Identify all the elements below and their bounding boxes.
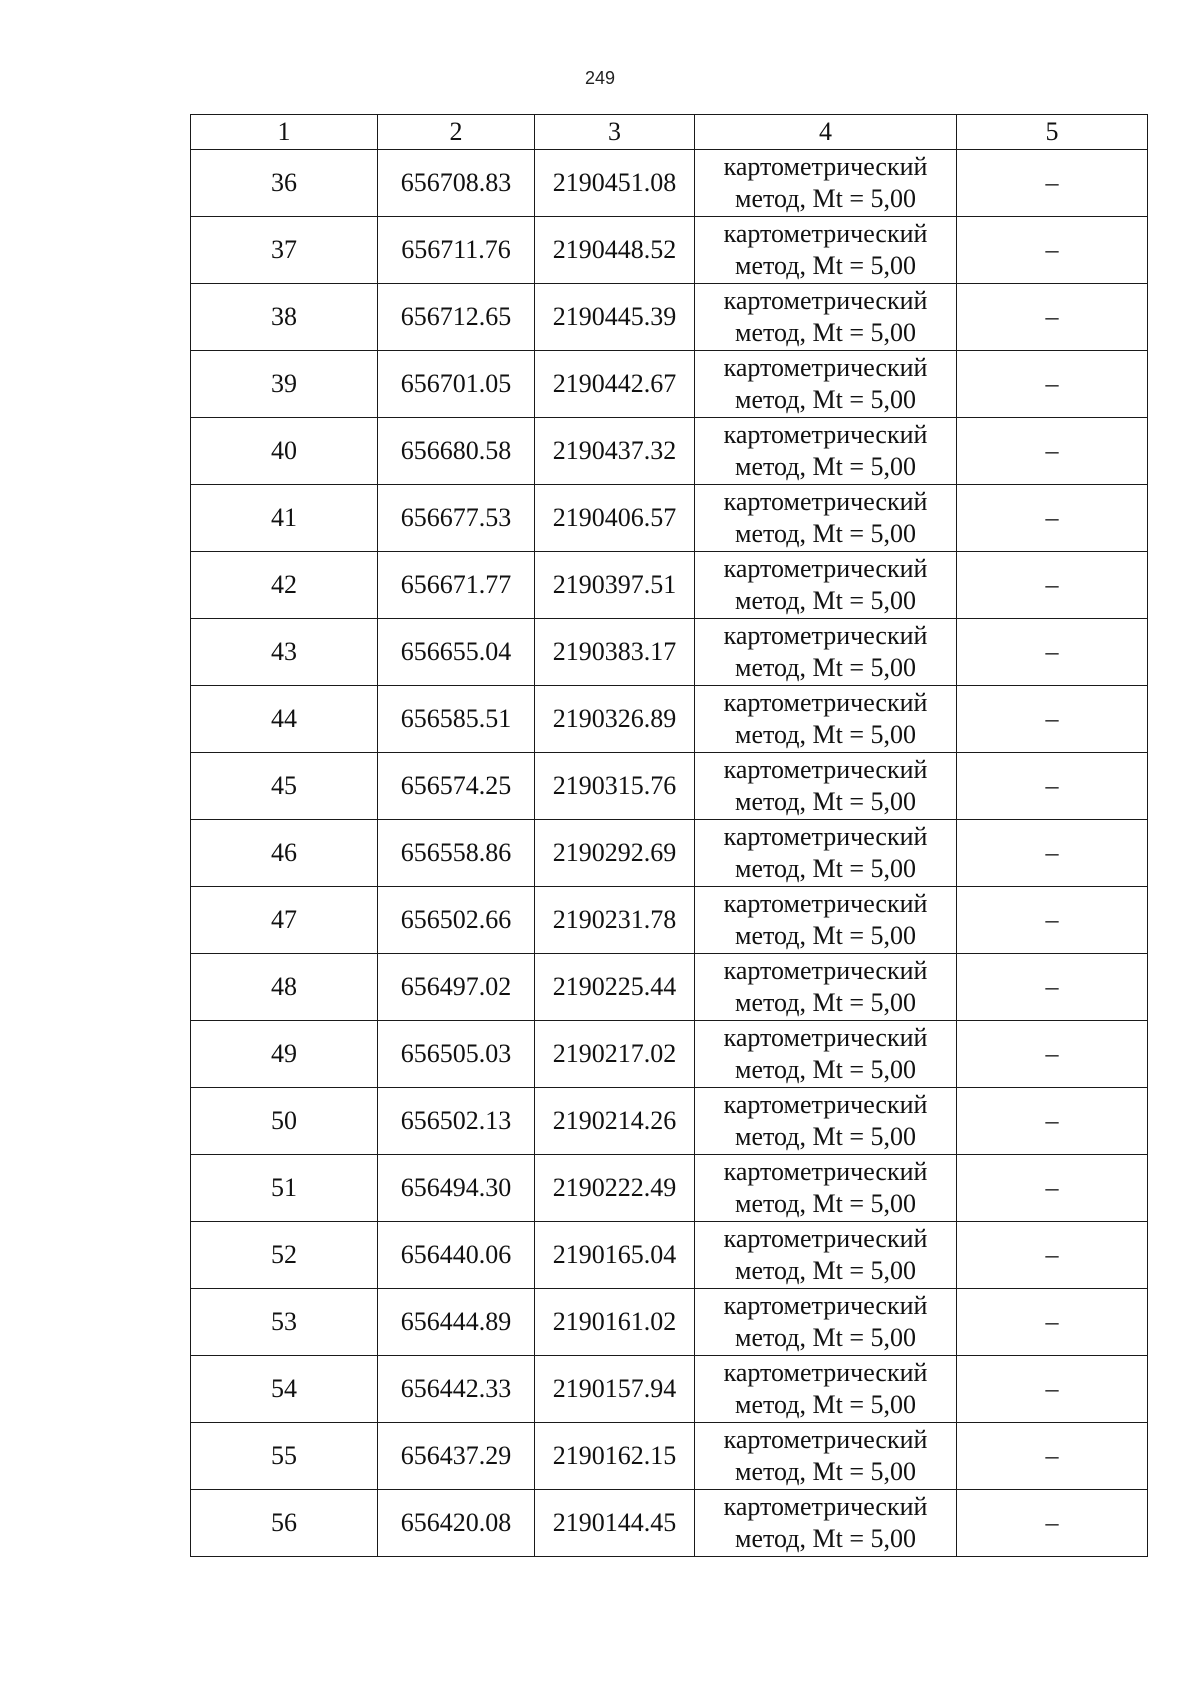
y-coordinate-cell: 2190157.94 bbox=[535, 1356, 695, 1423]
table-row bbox=[191, 217, 1148, 284]
method-line-2: метод, Mt = 5,00 bbox=[735, 452, 916, 481]
note-cell: – bbox=[957, 820, 1148, 887]
y-coordinate-cell: 2190144.45 bbox=[535, 1490, 695, 1557]
y-coordinate-cell: 2190326.89 bbox=[535, 686, 695, 753]
table-row bbox=[191, 1490, 1148, 1557]
point-number-cell: 45 bbox=[191, 753, 378, 820]
x-coordinate-cell: 656677.53 bbox=[378, 485, 535, 552]
x-coordinate-cell: 656585.51 bbox=[378, 686, 535, 753]
table-row bbox=[191, 150, 1148, 217]
method-line-2: метод, Mt = 5,00 bbox=[735, 988, 916, 1017]
y-coordinate-cell: 2190448.52 bbox=[535, 217, 695, 284]
point-number-cell: 49 bbox=[191, 1021, 378, 1088]
y-coordinate-cell: 2190165.04 bbox=[535, 1222, 695, 1289]
method-line-2: метод, Mt = 5,00 bbox=[735, 653, 916, 682]
method-line-2: метод, Mt = 5,00 bbox=[735, 720, 916, 749]
method-line-1: картометрический bbox=[723, 889, 928, 918]
method-line-2: метод, Mt = 5,00 bbox=[735, 1122, 916, 1151]
method-line-2: метод, Mt = 5,00 bbox=[735, 1390, 916, 1419]
x-coordinate-cell: 656497.02 bbox=[378, 954, 535, 1021]
method-line-2: метод, Mt = 5,00 bbox=[735, 385, 916, 414]
point-number-cell: 52 bbox=[191, 1222, 378, 1289]
note-cell: – bbox=[957, 217, 1148, 284]
point-number-cell: 56 bbox=[191, 1490, 378, 1557]
method-cell bbox=[695, 887, 957, 954]
note-cell: – bbox=[957, 418, 1148, 485]
table-row bbox=[191, 1356, 1148, 1423]
coordinates-table bbox=[190, 114, 1148, 1557]
method-cell bbox=[695, 686, 957, 753]
x-coordinate-cell: 656701.05 bbox=[378, 351, 535, 418]
point-number-cell: 53 bbox=[191, 1289, 378, 1356]
note-cell: – bbox=[957, 351, 1148, 418]
method-line-1: картометрический bbox=[723, 1425, 928, 1454]
y-coordinate-cell: 2190445.39 bbox=[535, 284, 695, 351]
note-cell: – bbox=[957, 1423, 1148, 1490]
method-line-1: картометрический bbox=[723, 1492, 928, 1521]
method-line-2: метод, Mt = 5,00 bbox=[735, 586, 916, 615]
point-number-cell: 50 bbox=[191, 1088, 378, 1155]
table-row bbox=[191, 1021, 1148, 1088]
method-line-2: метод, Mt = 5,00 bbox=[735, 1055, 916, 1084]
method-line-2: метод, Mt = 5,00 bbox=[735, 921, 916, 950]
method-line-2: метод, Mt = 5,00 bbox=[735, 519, 916, 548]
method-cell bbox=[695, 1490, 957, 1557]
x-coordinate-cell: 656444.89 bbox=[378, 1289, 535, 1356]
y-coordinate-cell: 2190315.76 bbox=[535, 753, 695, 820]
method-cell bbox=[695, 1155, 957, 1222]
table-row bbox=[191, 552, 1148, 619]
method-line-2: метод, Mt = 5,00 bbox=[735, 854, 916, 883]
y-coordinate-cell: 2190437.32 bbox=[535, 418, 695, 485]
method-line-1: картометрический bbox=[723, 1157, 928, 1186]
method-cell bbox=[695, 820, 957, 887]
table-row bbox=[191, 1289, 1148, 1356]
y-coordinate-cell: 2190406.57 bbox=[535, 485, 695, 552]
note-cell: – bbox=[957, 887, 1148, 954]
note-cell: – bbox=[957, 753, 1148, 820]
table-row bbox=[191, 418, 1148, 485]
note-cell: – bbox=[957, 485, 1148, 552]
note-cell: – bbox=[957, 954, 1148, 1021]
point-number-cell: 44 bbox=[191, 686, 378, 753]
point-number-cell: 43 bbox=[191, 619, 378, 686]
note-cell: – bbox=[957, 552, 1148, 619]
method-cell bbox=[695, 351, 957, 418]
note-cell: – bbox=[957, 1289, 1148, 1356]
y-coordinate-cell: 2190292.69 bbox=[535, 820, 695, 887]
method-line-2: метод, Mt = 5,00 bbox=[735, 1524, 916, 1553]
y-coordinate-cell: 2190214.26 bbox=[535, 1088, 695, 1155]
x-coordinate-cell: 656655.04 bbox=[378, 619, 535, 686]
point-number-cell: 42 bbox=[191, 552, 378, 619]
point-number-cell: 41 bbox=[191, 485, 378, 552]
x-coordinate-cell: 656712.65 bbox=[378, 284, 535, 351]
method-cell bbox=[695, 1021, 957, 1088]
header-col-4: 4 bbox=[695, 115, 957, 150]
table-header bbox=[191, 115, 1148, 150]
point-number-cell: 40 bbox=[191, 418, 378, 485]
method-line-2: метод, Mt = 5,00 bbox=[735, 251, 916, 280]
method-line-1: картометрический bbox=[723, 420, 928, 449]
method-line-2: метод, Mt = 5,00 bbox=[735, 1189, 916, 1218]
method-line-1: картометрический bbox=[723, 1291, 928, 1320]
method-line-1: картометрический bbox=[723, 1224, 928, 1253]
method-line-1: картометрический bbox=[723, 688, 928, 717]
table-row bbox=[191, 1222, 1148, 1289]
y-coordinate-cell: 2190451.08 bbox=[535, 150, 695, 217]
table-row bbox=[191, 1088, 1148, 1155]
note-cell: – bbox=[957, 619, 1148, 686]
table-row bbox=[191, 753, 1148, 820]
note-cell: – bbox=[957, 1021, 1148, 1088]
x-coordinate-cell: 656708.83 bbox=[378, 150, 535, 217]
method-cell bbox=[695, 485, 957, 552]
table-row bbox=[191, 954, 1148, 1021]
table-row bbox=[191, 284, 1148, 351]
y-coordinate-cell: 2190161.02 bbox=[535, 1289, 695, 1356]
note-cell: – bbox=[957, 1155, 1148, 1222]
point-number-cell: 39 bbox=[191, 351, 378, 418]
note-cell: – bbox=[957, 1490, 1148, 1557]
x-coordinate-cell: 656437.29 bbox=[378, 1423, 535, 1490]
y-coordinate-cell: 2190225.44 bbox=[535, 954, 695, 1021]
note-cell: – bbox=[957, 150, 1148, 217]
method-line-1: картометрический bbox=[723, 621, 928, 650]
x-coordinate-cell: 656502.66 bbox=[378, 887, 535, 954]
table-row bbox=[191, 686, 1148, 753]
method-line-1: картометрический bbox=[723, 822, 928, 851]
y-coordinate-cell: 2190231.78 bbox=[535, 887, 695, 954]
method-cell bbox=[695, 1356, 957, 1423]
note-cell: – bbox=[957, 686, 1148, 753]
header-row bbox=[191, 115, 1148, 150]
point-number-cell: 51 bbox=[191, 1155, 378, 1222]
y-coordinate-cell: 2190222.49 bbox=[535, 1155, 695, 1222]
note-cell: – bbox=[957, 1222, 1148, 1289]
y-coordinate-cell: 2190162.15 bbox=[535, 1423, 695, 1490]
method-line-1: картометрический bbox=[723, 487, 928, 516]
header-col-1: 1 bbox=[191, 115, 378, 150]
method-line-1: картометрический bbox=[723, 152, 928, 181]
method-line-1: картометрический bbox=[723, 956, 928, 985]
point-number-cell: 37 bbox=[191, 217, 378, 284]
header-col-3: 3 bbox=[535, 115, 695, 150]
method-line-1: картометрический bbox=[723, 1358, 928, 1387]
y-coordinate-cell: 2190383.17 bbox=[535, 619, 695, 686]
point-number-cell: 54 bbox=[191, 1356, 378, 1423]
table-row bbox=[191, 485, 1148, 552]
method-cell bbox=[695, 418, 957, 485]
table-row bbox=[191, 1423, 1148, 1490]
method-line-1: картометрический bbox=[723, 755, 928, 784]
page-number: 249 bbox=[584, 68, 616, 88]
method-line-1: картометрический bbox=[723, 219, 928, 248]
x-coordinate-cell: 656502.13 bbox=[378, 1088, 535, 1155]
method-line-2: метод, Mt = 5,00 bbox=[735, 318, 916, 347]
point-number-cell: 55 bbox=[191, 1423, 378, 1490]
method-cell bbox=[695, 217, 957, 284]
table-row bbox=[191, 351, 1148, 418]
table-row bbox=[191, 1155, 1148, 1222]
method-cell bbox=[695, 1423, 957, 1490]
method-cell bbox=[695, 753, 957, 820]
x-coordinate-cell: 656420.08 bbox=[378, 1490, 535, 1557]
x-coordinate-cell: 656574.25 bbox=[378, 753, 535, 820]
x-coordinate-cell: 656711.76 bbox=[378, 217, 535, 284]
note-cell: – bbox=[957, 1088, 1148, 1155]
point-number-cell: 48 bbox=[191, 954, 378, 1021]
header-col-2: 2 bbox=[378, 115, 535, 150]
note-cell: – bbox=[957, 1356, 1148, 1423]
method-line-1: картометрический bbox=[723, 1023, 928, 1052]
method-cell bbox=[695, 619, 957, 686]
point-number-cell: 36 bbox=[191, 150, 378, 217]
x-coordinate-cell: 656442.33 bbox=[378, 1356, 535, 1423]
method-cell bbox=[695, 1088, 957, 1155]
method-line-1: картометрический bbox=[723, 1090, 928, 1119]
method-cell bbox=[695, 150, 957, 217]
method-cell bbox=[695, 1289, 957, 1356]
point-number-cell: 47 bbox=[191, 887, 378, 954]
method-cell bbox=[695, 552, 957, 619]
point-number-cell: 38 bbox=[191, 284, 378, 351]
method-line-2: метод, Mt = 5,00 bbox=[735, 1323, 916, 1352]
method-line-1: картометрический bbox=[723, 353, 928, 382]
x-coordinate-cell: 656494.30 bbox=[378, 1155, 535, 1222]
table-row bbox=[191, 887, 1148, 954]
x-coordinate-cell: 656680.58 bbox=[378, 418, 535, 485]
method-cell bbox=[695, 284, 957, 351]
table-row bbox=[191, 619, 1148, 686]
y-coordinate-cell: 2190217.02 bbox=[535, 1021, 695, 1088]
header-col-5: 5 bbox=[957, 115, 1148, 150]
method-line-2: метод, Mt = 5,00 bbox=[735, 787, 916, 816]
y-coordinate-cell: 2190397.51 bbox=[535, 552, 695, 619]
table-row bbox=[191, 820, 1148, 887]
method-line-2: метод, Mt = 5,00 bbox=[735, 1457, 916, 1486]
method-cell bbox=[695, 954, 957, 1021]
method-cell bbox=[695, 1222, 957, 1289]
x-coordinate-cell: 656558.86 bbox=[378, 820, 535, 887]
x-coordinate-cell: 656671.77 bbox=[378, 552, 535, 619]
point-number-cell: 46 bbox=[191, 820, 378, 887]
note-cell: – bbox=[957, 284, 1148, 351]
x-coordinate-cell: 656505.03 bbox=[378, 1021, 535, 1088]
method-line-1: картометрический bbox=[723, 554, 928, 583]
table-body bbox=[191, 150, 1148, 1557]
method-line-1: картометрический bbox=[723, 286, 928, 315]
y-coordinate-cell: 2190442.67 bbox=[535, 351, 695, 418]
method-line-2: метод, Mt = 5,00 bbox=[735, 184, 916, 213]
method-line-2: метод, Mt = 5,00 bbox=[735, 1256, 916, 1285]
x-coordinate-cell: 656440.06 bbox=[378, 1222, 535, 1289]
